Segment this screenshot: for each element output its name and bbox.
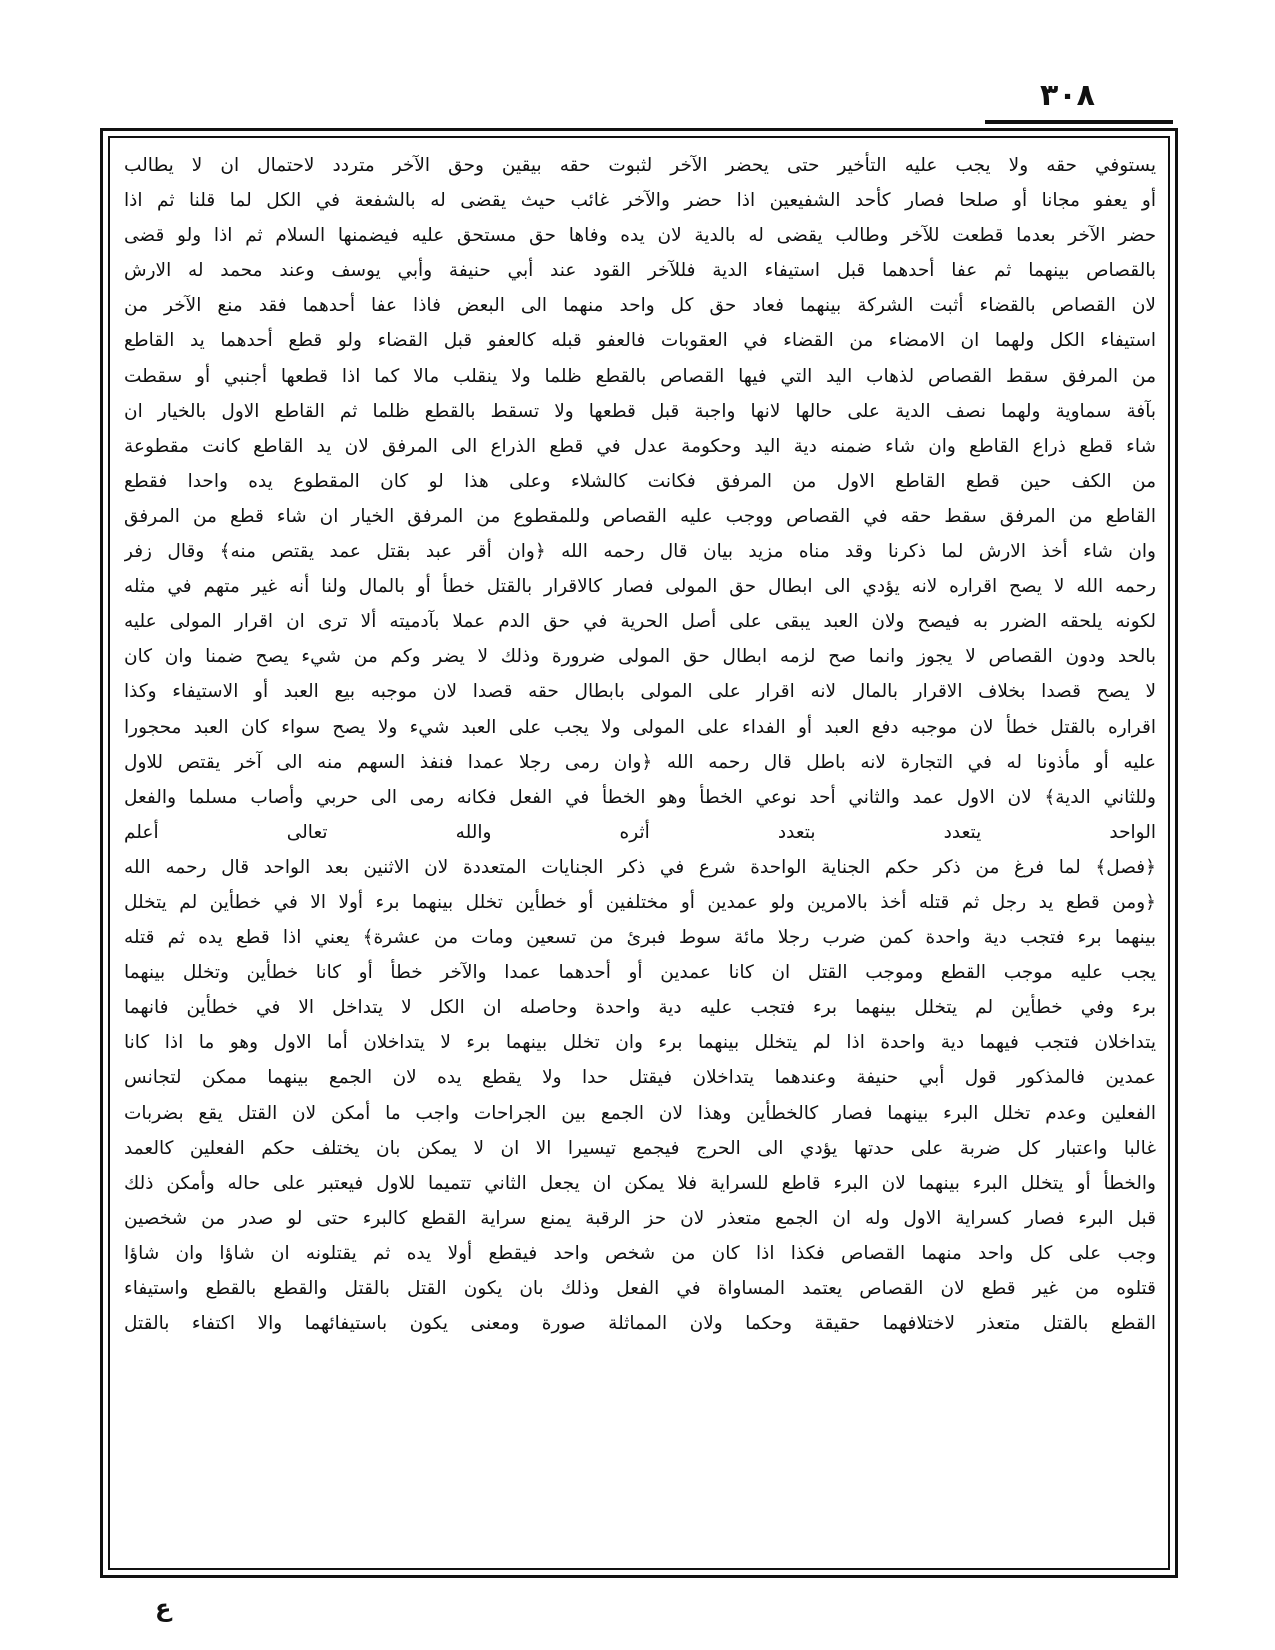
- page-frame-inner: [108, 136, 1170, 1570]
- text-line: قبل البرء فصار كسراية الاول وله ان الجمع متعذر لان حز الرقبة يمنع سراية القطع كالبرء حتى لو صدر من شخصين: [124, 1207, 1156, 1229]
- text-block: [124, 148, 1156, 1560]
- text-line: القطع بالقتل متعذر لاختلافهما حقيقة وحكما ولان المماثلة صورة ومعنى يكون باستيفائهما والا اكتفاء بالقتل: [124, 1313, 1156, 1335]
- text-line: بينهما برء فتجب دية واحدة كمن ضرب رجلا مائة سوط فبرئ من تسعين ومات من عشرة﴾ يعني اذا قطع يده ثم قتله: [124, 927, 1156, 949]
- text-line: بالحد ودون القصاص لا يجوز وانما صح لزمه ابطال حق المولى ضرورة وذلك لا يضر وكم من شيء يصح ضمنا وان كان: [124, 646, 1156, 668]
- text-line: ﴿ومن قطع يد رجل ثم قتله أخذ بالامرين ولو عمدين أو مختلفين أو خطأين تخلل بينهما برء أولا الا في خطأين لم يتخلل: [124, 891, 1156, 913]
- text-line: من الكف حين قطع القاطع الاول من المرفق فكانت كالشلاء وعلى هذا لو كان المقطوع يده واحدا فقطع: [124, 470, 1156, 492]
- page-number: ٣٠٨: [1040, 78, 1095, 113]
- text-line: قتلوه من غير قطع لان القصاص يعتمد المساواة في الفعل وذلك بان يكون القتل بالقتل والقطع بالقطع واستيفاء: [124, 1278, 1156, 1299]
- text-line: عليه أو مأذونا له في التجارة لانه باطل قال رحمه الله ﴿وان رمى رجلا عمدا فنفذ السهم منه الى آخر يقتص للاول: [124, 751, 1156, 773]
- text-line: لكونه يلحقه الضرر به فيصح ولان العبد يبقى على أصل الحرية في حق الدم عملا بآدميته ألا ترى ان اقرار المولى عليه: [124, 611, 1156, 633]
- header-rule: [985, 120, 1173, 124]
- text-line: عمدين فالمذكور قول أبي حنيفة وعندهما يتداخلان فيقتل حدا ولا يقطع يده لان الجمع بينهما ممكن لتجانس: [124, 1067, 1156, 1089]
- text-line: الواحد يتعدد بتعدد أثره والله تعالى أعلم: [124, 821, 1156, 843]
- text-line: يتداخلان فتجب فيهما دية واحدة اذا لم يتخلل بينهما برء وان تخلل بينهما برء لا يتداخلان أما الاول وهو ما اذا كانا: [124, 1032, 1156, 1054]
- text-line: يستوفي حقه ولا يجب عليه التأخير حتى يحضر الآخر لثبوت حقه بيقين وحق الآخر متردد لاحتمال ان لا يطالب: [124, 155, 1156, 176]
- text-line: وجب على كل واحد منهما القصاص فكذا اذا كان من شخص واحد فيقطع أولا يده ثم يقتلونه ان شاؤا وان شاؤا: [124, 1242, 1156, 1264]
- text-line: ﴿فصل﴾ لما فرغ من ذكر حكم الجناية الواحدة شرع في ذكر الجنايات المتعددة لان الاثنين بعد الواحد قال رحمه الله: [124, 856, 1156, 878]
- footer-mark: ع: [155, 1594, 172, 1622]
- page-frame: [100, 128, 1178, 1578]
- text-line: والخطأ أو يتخلل البرء بينهما لان البرء قاطع للسراية فلا يمكن ان يجعل الثاني تتميما للاول فيعتبر على حاله وأمكن ذلك: [124, 1172, 1156, 1194]
- text-line: وان شاء أخذ الارش لما ذكرنا وقد مناه مزيد بيان قال رحمه الله ﴿وان أقر عبد بقتل عمد يقتص منه﴾ وقال زفر: [124, 541, 1156, 563]
- text-line: من المرفق سقط القصاص لذهاب اليد التي فيها القصاص بالقطع ظلما ولا ينقلب مالا كما اذا قطعها أجنبي أو سقطت: [124, 365, 1156, 387]
- text-line: وللثاني الدية﴾ لان الاول عمد والثاني أحد نوعي الخطأ وهو الخطأ في الفعل فكانه رمى الى حربي وأصاب مسلما والفعل: [124, 786, 1156, 808]
- text-line: غالبا واعتبار كل ضربة على حدتها يؤدي الى الحرج فيجمع تيسيرا الا ان لا يمكن بان يختلف حكم الفعلين كالعمد: [124, 1137, 1156, 1159]
- text-line: الفعلين وعدم تخلل البرء بينهما فصار كالخطأين وهذا لان الجمع بين الجراحات واجب ما أمكن لان القتل يقع بضربات: [124, 1102, 1156, 1124]
- text-line: لا يصح قصدا بخلاف الاقرار بالمال لانه اقرار على المولى بابطال حقه قصدا لان موجبه بيع العبد أو الاستيفاء وكذا: [124, 681, 1156, 703]
- text-line: حضر الآخر بعدما قطعت للآخر وطالب يقضى له بالدية لان يده وفاها حق مستحق عليه فيضمنها السلام ثم اذا ولو قضى: [124, 225, 1156, 247]
- text-line: شاء قطع ذراع القاطع وان شاء ضمنه دية اليد وحكومة عدل في قطع الذراع الى المرفق لان يد القاطع كانت مقطوعة: [124, 435, 1156, 457]
- text-line: لان القصاص بالقضاء أثبت الشركة بينهما فعاد حق كل واحد منهما الى البعض فاذا عفا أحدهما فقد منع الآخر من: [124, 295, 1156, 317]
- text-line: برء وفي خطأين لم يتخلل بينهما برء فتجب عليه دية واحدة وحاصله ان الكل لا يتداخل الا في خطأين فانهما: [124, 997, 1156, 1019]
- text-line: بالقصاص بينهما ثم عفا أحدهما قبل استيفاء الدية فللآخر القود عند أبي حنيفة وأبي يوسف وعند محمد له الارش: [124, 260, 1156, 282]
- text-line: استيفاء الكل ولهما ان الامضاء من القضاء في العقوبات فالعفو قبله كالعفو قبل القضاء ولو قطع أحدهما يد القاطع: [124, 330, 1156, 352]
- text-line: اقراره بالقتل خطأ لان موجبه دفع العبد أو الفداء على المولى ولا يجب على العبد شيء ولا يصح سواء كان العبد محجورا: [124, 716, 1156, 738]
- text-line: أو يعفو مجانا أو صلحا فصار كأحد الشفيعين اذا حضر والآخر غائب حيث يقضى له بالشفعة في الكل لما قلنا ثم اذا: [124, 190, 1156, 212]
- text-line: رحمه الله لا يصح اقراره لانه يؤدي الى ابطال حق المولى فصار كالاقرار بالقتل خطأ أو بالمال ولنا أنه غير متهم في مثله: [124, 576, 1156, 598]
- text-line: القاطع من المرفق سقط حقه في القصاص ووجب عليه القصاص وللمقطوع من المرفق الخيار ان شاء قطع من المرفق: [124, 505, 1156, 527]
- text-line: يجب عليه موجب القطع وموجب القتل ان كانا عمدين أو أحدهما عمدا والآخر خطأ أو كانا خطأين وتخلل بينهما: [124, 962, 1156, 984]
- text-line: بآفة سماوية ولهما نصف الدية على حالها لانها واجبة قبل قطعها ولا تسقط بالقطع ظلما ثم القاطع الاول بالخيار ان: [124, 400, 1156, 422]
